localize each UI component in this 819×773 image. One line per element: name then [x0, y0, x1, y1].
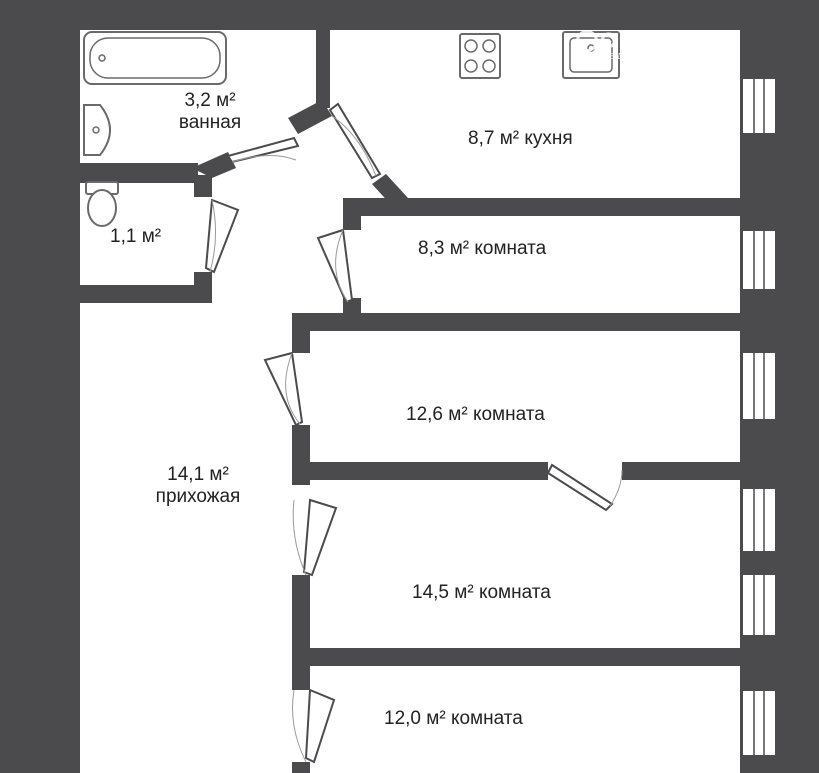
sink-icon [84, 105, 110, 155]
wall-room2-left-top [292, 313, 310, 353]
room4-area: 12,0 м² [384, 708, 446, 729]
room-bathroom-label [179, 90, 241, 134]
wall-bath-right [316, 28, 330, 108]
room3-name: комната [478, 582, 551, 603]
room1-label [418, 238, 546, 260]
window-room1 [742, 230, 776, 290]
room2-label [406, 404, 545, 426]
room-kitchen-area: 8,7 м² [468, 128, 520, 149]
door-toilet [206, 200, 238, 272]
room1-area: 8,3 м² [418, 238, 470, 259]
room-hallway-name: прихожая [155, 486, 241, 507]
room-hallway-area: 14,1 м² [167, 464, 229, 485]
door-room4 [306, 690, 334, 762]
room-bathroom-area: 3,2 м² [184, 90, 236, 111]
window-room4 [742, 690, 776, 756]
room-kitchen-name: кухня [524, 128, 573, 149]
watermark-tagline: НЕДВИЖИМОСТЬ [600, 52, 706, 61]
room3-label [412, 582, 551, 604]
door-room3 [304, 500, 336, 575]
wall-bath-bottom [80, 163, 198, 183]
wall-room4-left-bottom [292, 762, 310, 773]
wall-room1-bottom [292, 313, 743, 331]
room2-area: 12,6 м² [406, 404, 468, 425]
door-bathroom [228, 138, 298, 162]
room1-name: комната [474, 238, 547, 259]
room-bathroom-name: ванная [178, 112, 242, 133]
wall-room1-left-top [343, 198, 361, 230]
wall-toilet-bottom [80, 285, 212, 303]
room-hallway-label [156, 464, 241, 508]
window-room2 [742, 352, 776, 420]
door-room1 [318, 230, 352, 302]
toilet-icon [86, 182, 118, 226]
room-toilet-label [110, 226, 161, 248]
wall-room2-bottom-left [292, 462, 548, 480]
room3-area: 14,5 м² [412, 582, 474, 603]
room-toilet-area: 1,1 м² [110, 226, 162, 247]
watermark [600, 28, 719, 61]
wall-room3-bottom [292, 648, 743, 666]
outer-wall-top [0, 0, 819, 30]
window-room3-b [742, 574, 776, 636]
bathtub-icon [84, 32, 226, 84]
room-kitchen-label [468, 128, 573, 150]
stove-icon [460, 34, 500, 78]
window-room3-a [742, 488, 776, 552]
door-room2-room3 [548, 465, 612, 510]
window-kitchen [742, 78, 776, 134]
outer-wall-left [0, 0, 80, 773]
wall-kitchen-bottom [343, 198, 743, 216]
wall-room4-left [292, 648, 310, 690]
door-room2 [265, 353, 302, 425]
watermark-brand: ONREALT [600, 28, 719, 53]
room4-name: комната [450, 708, 523, 729]
wall-toilet-right-top [194, 175, 212, 197]
wall-room2-bottom-right [622, 462, 743, 480]
room4-label [384, 708, 523, 730]
watermark-logo-icon [576, 30, 598, 52]
room2-name: комната [472, 404, 545, 425]
